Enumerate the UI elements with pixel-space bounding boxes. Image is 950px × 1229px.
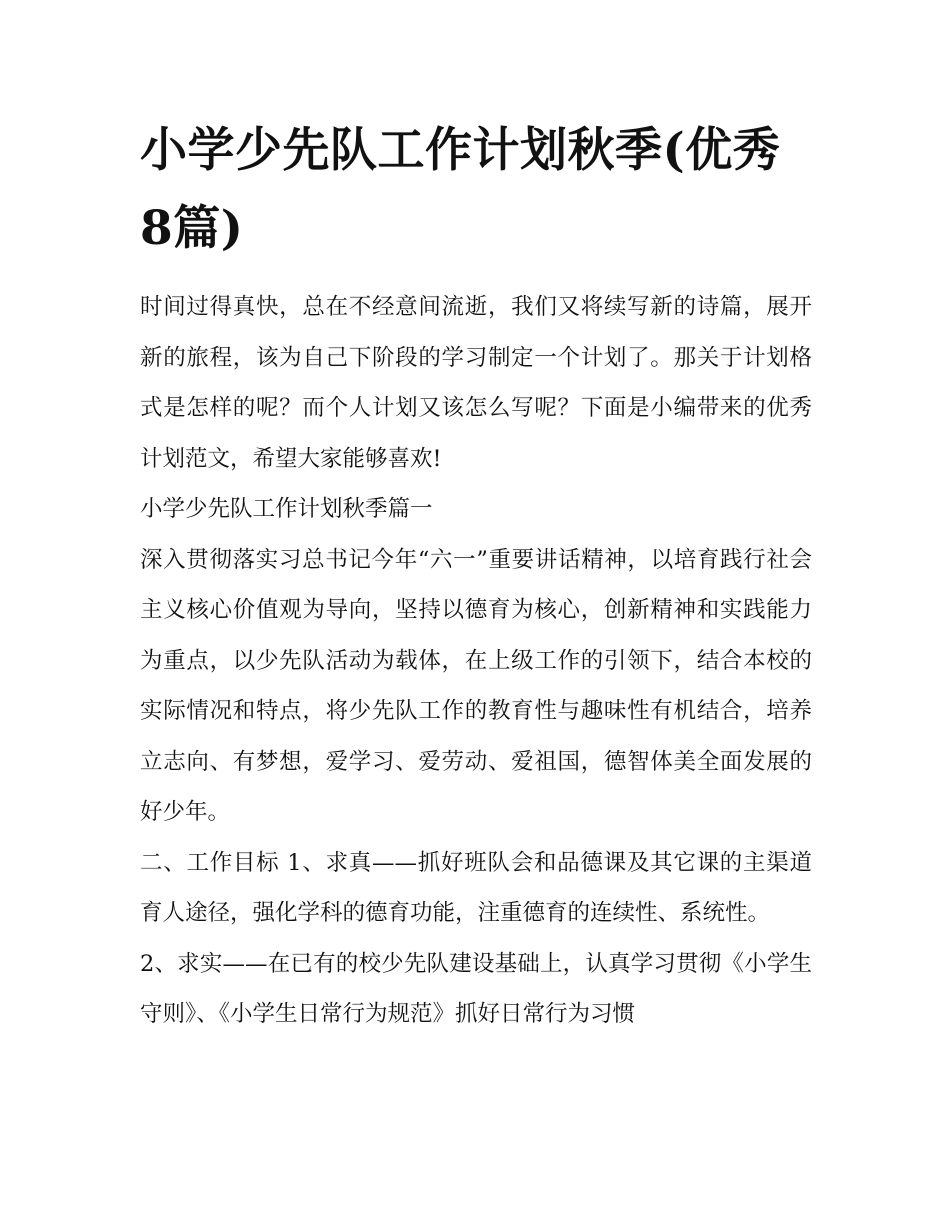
body-paragraph-goal-1: 二、工作目标 1、求真——抓好班队会和品德课及其它课的主渠道育人途径，强化学科的德育功能，注重德育的连续性、系统性。 <box>140 849 812 926</box>
intro-paragraph: 时间过得真快，总在不经意间流逝，我们又将续写新的诗篇，展开新的旅程，该为自己下阶段的学习制定一个计划了。那关于计划格式是怎样的呢？而个人计划又该怎么写呢？下面是小编带来的优秀计划范文，希望大家能够喜欢! <box>140 294 812 472</box>
body-paragraph-guiding-ideology: 深入贯彻落实习总书记今年“六一”重要讲话精神，以培育践行社会主义核心价值观为导向，坚持以德育为核心，创新精神和实践能力为重点，以少先队活动为载体，在上级工作的引领下，结合本校的实际情况和特点，将少先队工作的教育性与趣味性有机结合，培养立志向、有梦想，爱学习、爱劳动、爱祖国，德智体美全面发展的好少年。 <box>140 546 812 825</box>
document-page <box>140 112 812 1040</box>
body-paragraph-goal-2: 2、求实——在已有的校少先队建设基础上，认真学习贯彻《小学生守则》、《小学生日常行为规范》抓好日常行为习惯 <box>140 950 812 1027</box>
document-title: 小学少先队工作计划秋季(优秀8篇) <box>140 123 781 256</box>
section-heading: 小学少先队工作计划秋季篇一 <box>140 496 433 522</box>
